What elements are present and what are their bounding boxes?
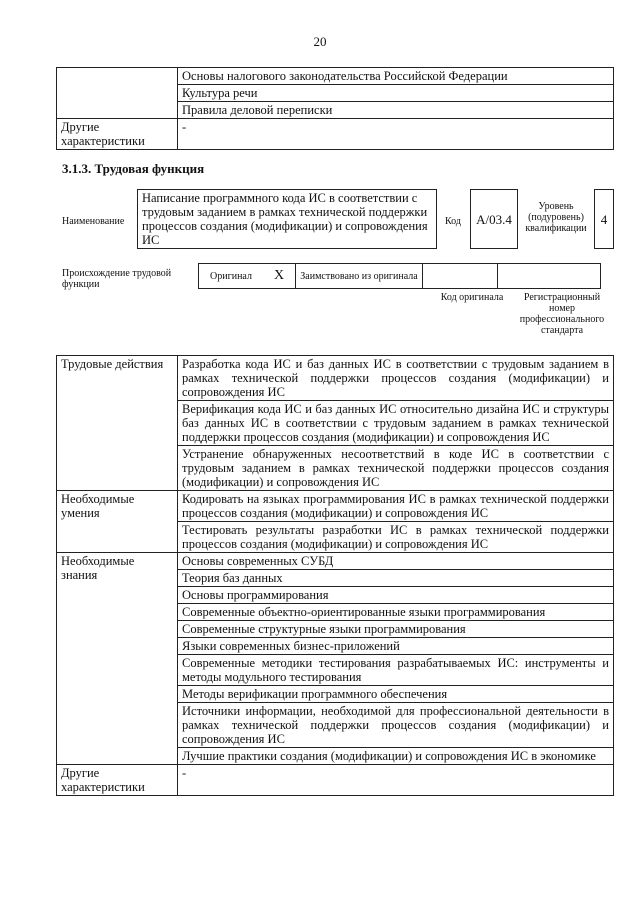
table-cell: Правила деловой переписки (178, 102, 614, 119)
row-label (57, 68, 178, 119)
table-cell: Устранение обнаруженных несоответствий в коде ИС в соответствии с трудовым заданием в рамках технической поддержки процессов создания (модификации) и сопровождения ИС (178, 446, 614, 491)
reg-number-label: Регистрационный номер профессионального стандарта (519, 292, 605, 336)
table-cell: Тестировать результаты разработки ИС в рамках технической поддержки процессов создания (модификации) и сопровождения ИС (178, 522, 614, 553)
row-label: Другие характеристики (57, 119, 178, 150)
table-row (57, 553, 614, 570)
section-heading: 3.1.3. Трудовая функция (62, 161, 205, 176)
table-cell: Теория баз данных (178, 570, 614, 587)
name-label: Наименование (62, 216, 125, 227)
table-cell: Основы программирования (178, 587, 614, 604)
level-label: Уровень (подуровень) квалификации (525, 201, 587, 234)
table-cell: Основы налогового законодательства Российской Федерации (178, 68, 614, 85)
table-row (57, 765, 614, 796)
function-name-box: Написание программного кода ИС в соответствии с трудовым заданием в рамках технической поддержки процессов создания (модификации) и сопровождения ИС (137, 189, 437, 249)
table-cell: Лучшие практики создания (модификации) и сопровождения ИС в экономике (178, 748, 614, 765)
page-number: 20 (313, 34, 327, 49)
table-row (199, 264, 601, 289)
table-cell: Кодировать на языках программирования ИС в рамках технической поддержки процессов создания (модификации) и сопровождения ИС (178, 491, 614, 522)
origin-table (198, 263, 601, 289)
table-cell: Методы верификации программного обеспечения (178, 686, 614, 703)
code-label: Код (445, 216, 461, 227)
table-cell: Современные объектно-ориентированные языки программирования (178, 604, 614, 621)
table-row (57, 119, 614, 150)
borrowed-label: Заимствовано из оригинала (296, 264, 423, 289)
level-box: 4 (594, 189, 614, 249)
table-cell: Разработка кода ИС и баз данных ИС в соответствии с трудовым заданием в рамках технической поддержки процессов создания (модификации) и сопровождения ИС (178, 356, 614, 401)
top-knowledge-table (56, 67, 614, 150)
code-original-label: Код оригинала (440, 292, 504, 303)
table-row (57, 356, 614, 401)
table-cell: Культура речи (178, 85, 614, 102)
original-label: Оригинал (199, 264, 264, 289)
table-cell: Языки современных бизнес-приложений (178, 638, 614, 655)
reg-number-cell (498, 264, 601, 289)
origin-label: Происхождение трудовой функции (62, 268, 172, 290)
original-mark: X (263, 264, 296, 289)
table-cell: Верификация кода ИС и баз данных ИС относительно дизайна ИС и структуры баз данных ИС в соответствии с трудовым заданием в рамках технической поддержки процессов создания (модификации) и сопровождения ИС (178, 401, 614, 446)
table-row (57, 491, 614, 522)
table-cell: Современные структурные языки программирования (178, 621, 614, 638)
table-cell: Современные методики тестирования разрабатываемых ИС: инструменты и методы модульного тестирования (178, 655, 614, 686)
table-cell: Основы современных СУБД (178, 553, 614, 570)
row-label: Необходимые умения (57, 491, 178, 553)
labor-function-table (56, 355, 614, 796)
row-label: Другие характеристики (57, 765, 178, 796)
table-cell: - (178, 119, 614, 150)
code-original-cell (423, 264, 498, 289)
table-cell: Источники информации, необходимой для профессиональной деятельности в рамках технической поддержки процессов создания (модификации) и сопровождения ИС (178, 703, 614, 748)
function-code-box: А/03.4 (470, 189, 518, 249)
table-row (57, 68, 614, 85)
row-label: Трудовые действия (57, 356, 178, 491)
row-label: Необходимые знания (57, 553, 178, 765)
table-cell: - (178, 765, 614, 796)
